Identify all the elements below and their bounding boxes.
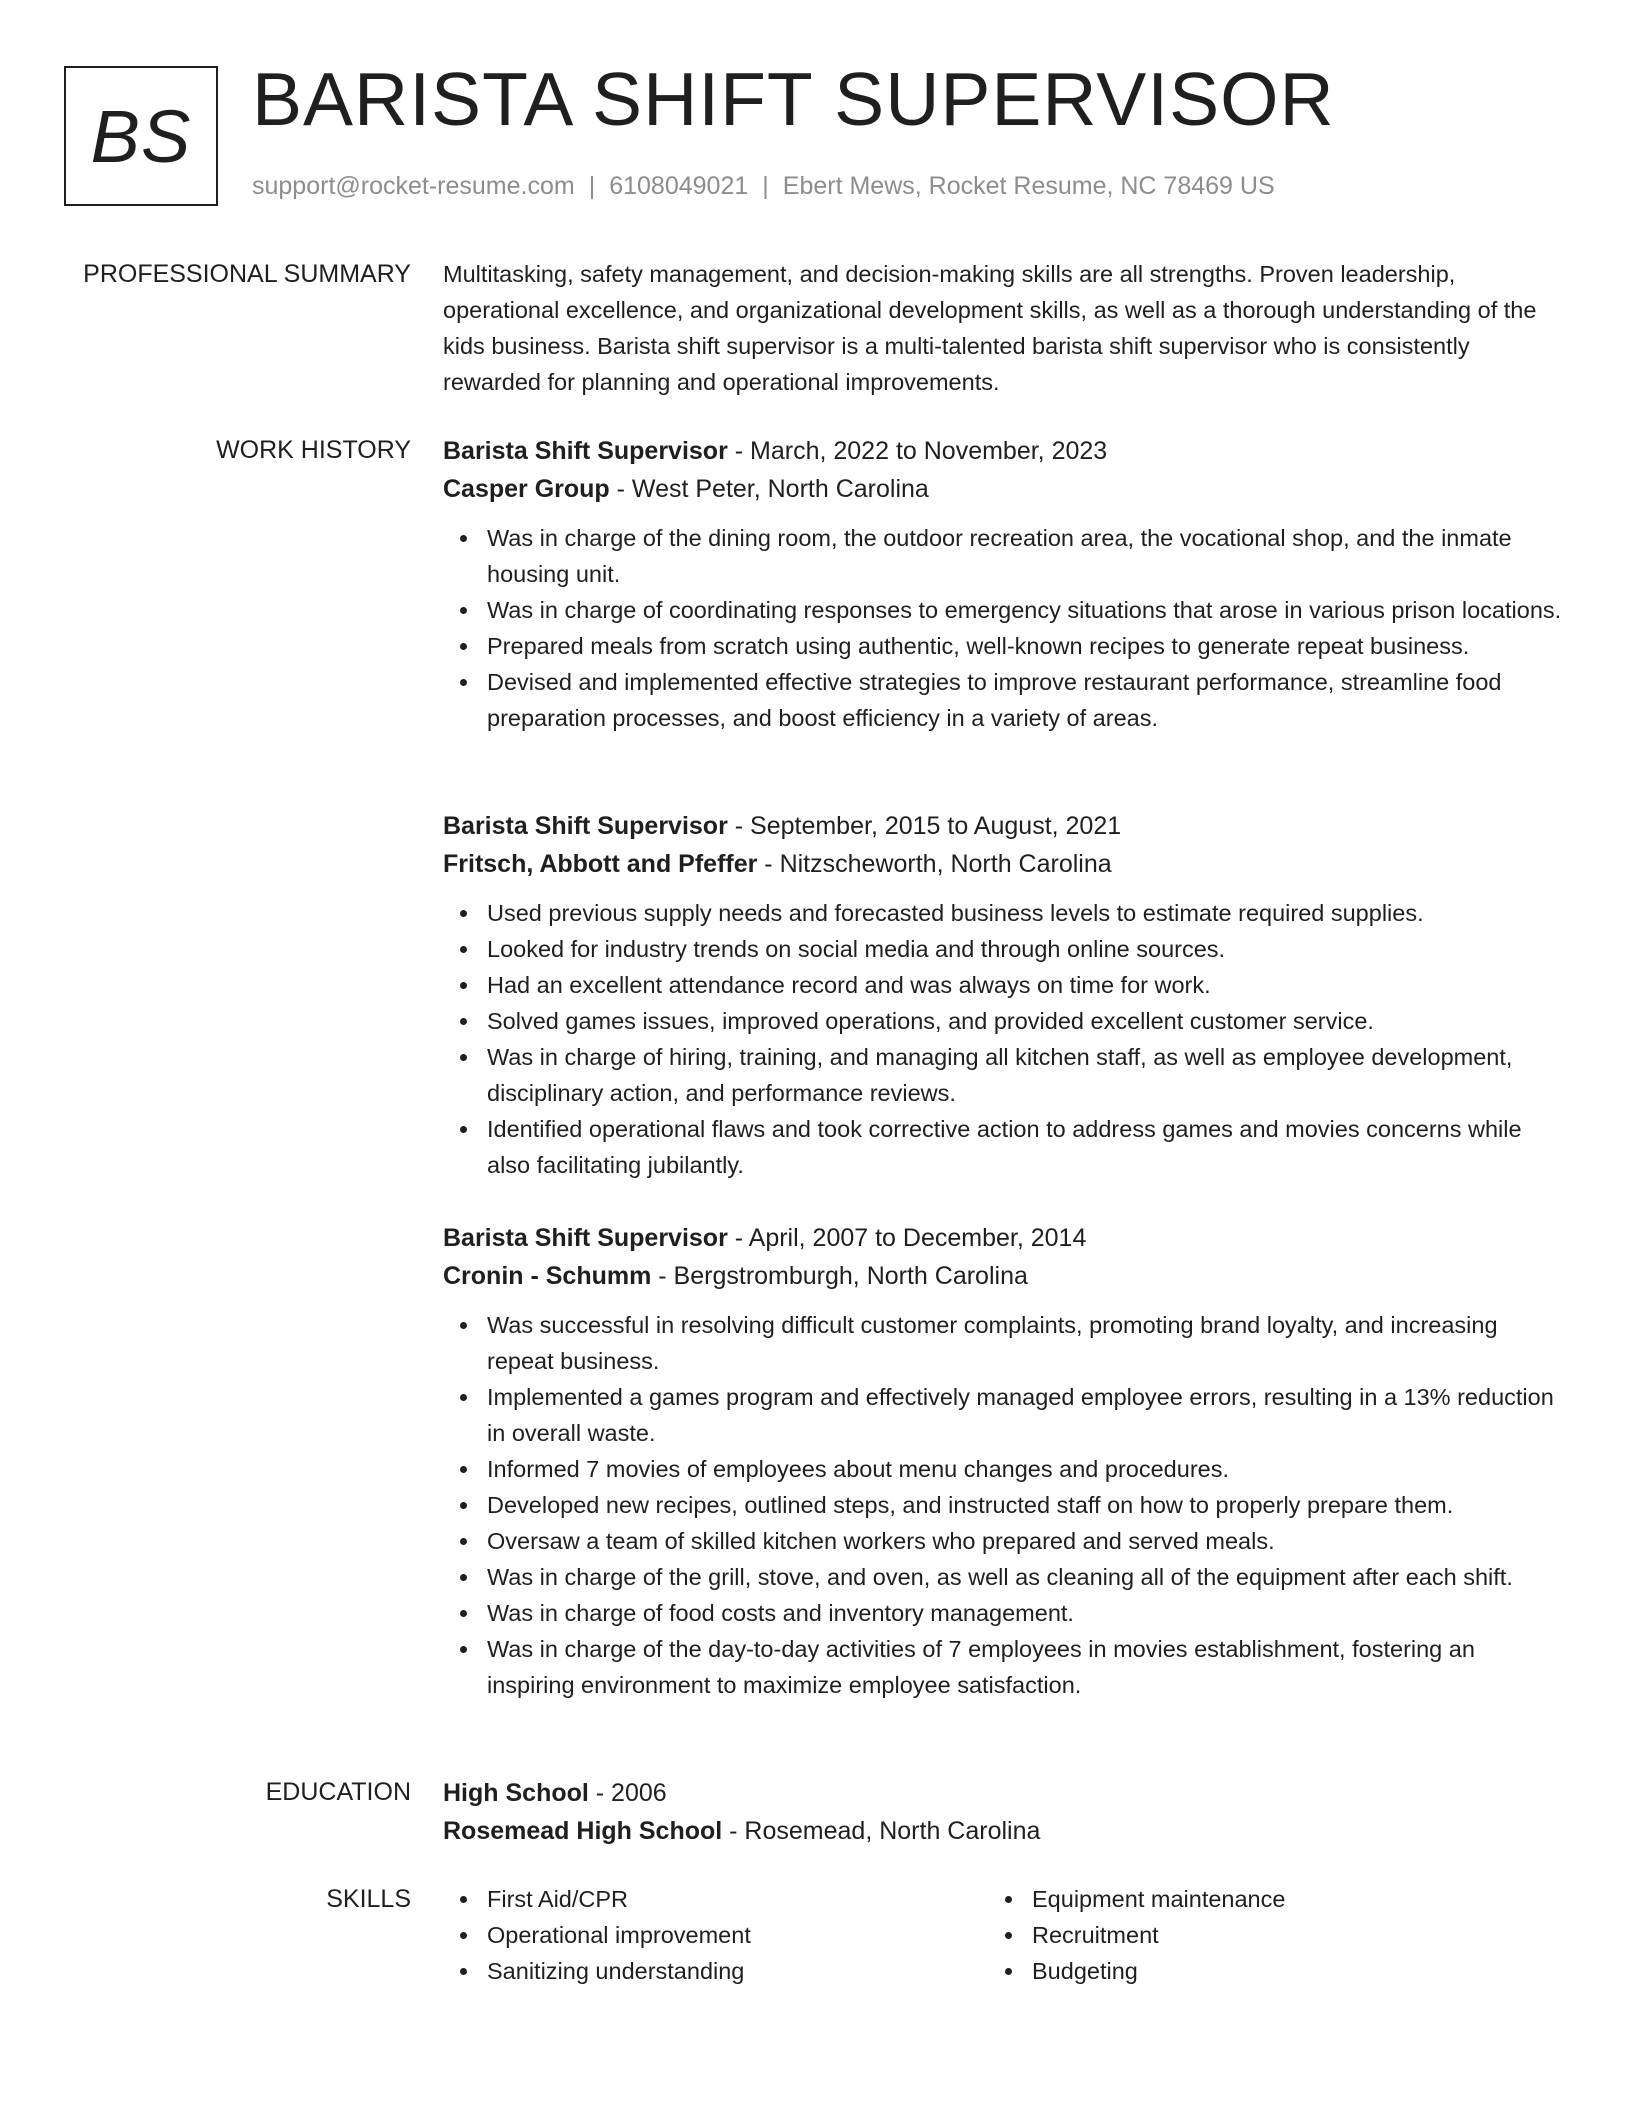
skill-item: First Aid/CPR [487, 1881, 988, 1917]
skills-body [443, 1881, 1563, 1989]
job-dates: - March, 2022 to November, 2023 [727, 437, 1108, 465]
job-title-line [443, 1219, 1563, 1257]
job-bullet: Was successful in resolving difficult customer complaints, promoting brand loyalty, and increasing repeat business. [487, 1307, 1563, 1379]
job-bullet: Used previous supply needs and forecasted business levels to estimate required supplies. [487, 895, 1563, 931]
job-entry [443, 807, 1563, 1183]
job-bullet: Prepared meals from scratch using authentic, well-known recipes to generate repeat business. [487, 628, 1563, 664]
skills-column-left [443, 1881, 988, 1989]
job-company: Fritsch, Abbott and Pfeffer [443, 850, 758, 878]
skill-item: Budgeting [1032, 1953, 1533, 1989]
job-bullet: Identified operational flaws and took corrective action to address games and movies concerns while also facilitating jubilantly. [487, 1111, 1563, 1183]
contact-line [252, 172, 1275, 201]
job-bullet: Looked for industry trends on social media and through online sources. [487, 931, 1563, 967]
job-company-line [443, 470, 1563, 508]
job-company: Casper Group [443, 475, 610, 503]
job-location: - Nitzscheworth, North Carolina [757, 850, 1112, 878]
section-heading-skills: SKILLS [326, 1885, 411, 1913]
job-bullet: Informed 7 movies of employees about menu changes and procedures. [487, 1451, 1563, 1487]
job-company: Cronin - Schumm [443, 1262, 652, 1290]
job-bullet: Devised and implemented effective strategies to improve restaurant performance, streamline food preparation processes, and boost efficiency in a variety of areas. [487, 664, 1563, 736]
education-degree-line [443, 1774, 1563, 1812]
job-bullet-list [443, 895, 1563, 1183]
job-dates: - April, 2007 to December, 2014 [727, 1224, 1087, 1252]
job-title: Barista Shift Supervisor [443, 1224, 728, 1252]
skill-item: Sanitizing understanding [487, 1953, 988, 1989]
monogram-initials: BS [90, 94, 192, 178]
job-entry [443, 432, 1563, 736]
job-entry [443, 1219, 1563, 1703]
contact-separator: | [588, 172, 596, 200]
contact-separator: | [762, 172, 769, 200]
job-title: Barista Shift Supervisor [443, 812, 728, 840]
skill-item: Recruitment [1032, 1917, 1533, 1953]
job-bullet-list [443, 1307, 1563, 1703]
skills-list [443, 1881, 988, 1989]
skills-list [988, 1881, 1533, 1989]
section-heading-education: EDUCATION [265, 1778, 411, 1806]
education-degree: High School [443, 1779, 589, 1807]
education-location: - Rosemead, North Carolina [722, 1817, 1041, 1845]
job-bullet: Oversaw a team of skilled kitchen workers who prepared and served meals. [487, 1523, 1563, 1559]
monogram-box [64, 66, 218, 206]
skills-grid [443, 1881, 1563, 1989]
summary-text: Multitasking, safety management, and decision-making skills are all strengths. Proven leadership, operational excellence, and organizational development skills, as well as a thorough understanding of the kids business. Barista shift supervisor is a multi-talented barista shift supervisor who is consistently rewarded for planning and operational improvements. [443, 261, 1537, 395]
skills-column-right [988, 1881, 1533, 1989]
job-bullet: Was in charge of the dining room, the outdoor recreation area, the vocational shop, and the inmate housing unit. [487, 520, 1563, 592]
job-bullet: Was in charge of coordinating responses to emergency situations that arose in various prison locations. [487, 592, 1563, 628]
section-heading-work-history: WORK HISTORY [216, 436, 411, 464]
job-company-line [443, 1257, 1563, 1295]
job-bullet: Was in charge of food costs and inventory management. [487, 1595, 1563, 1631]
candidate-name: BARISTA SHIFT SUPERVISOR [252, 57, 1335, 141]
skill-item: Operational improvement [487, 1917, 988, 1953]
job-bullet: Solved games issues, improved operations, and provided excellent customer service. [487, 1003, 1563, 1039]
job-bullet: Was in charge of the day-to-day activities of 7 employees in movies establishment, fostering an inspiring environment to maximize employee satisfaction. [487, 1631, 1563, 1703]
job-bullet: Implemented a games program and effectively managed employee errors, resulting in a 13% reduction in overall waste. [487, 1379, 1563, 1451]
education-year: - 2006 [588, 1779, 667, 1807]
summary-body [443, 256, 1563, 400]
job-title: Barista Shift Supervisor [443, 437, 728, 465]
education-school-line [443, 1812, 1563, 1850]
job-bullet: Developed new recipes, outlined steps, and instructed staff on how to properly prepare them. [487, 1487, 1563, 1523]
job-bullet-list [443, 520, 1563, 736]
education-body [443, 1774, 1563, 1850]
job-bullet: Had an excellent attendance record and was always on time for work. [487, 967, 1563, 1003]
job-title-line [443, 432, 1563, 470]
job-company-line [443, 845, 1563, 883]
job-location: - Bergstromburgh, North Carolina [651, 1262, 1028, 1290]
job-dates: - September, 2015 to August, 2021 [727, 812, 1122, 840]
job-bullet: Was in charge of the grill, stove, and oven, as well as cleaning all of the equipment after each shift. [487, 1559, 1563, 1595]
job-title-line [443, 807, 1563, 845]
contact-address: Ebert Mews, Rocket Resume, NC 78469 US [782, 172, 1275, 200]
job-location: - West Peter, North Carolina [609, 475, 929, 503]
contact-phone[interactable]: 6108049021 [609, 172, 749, 200]
contact-email[interactable]: support@rocket-resume.com [252, 172, 575, 200]
job-bullet: Was in charge of hiring, training, and managing all kitchen staff, as well as employee development, disciplinary action, and performance reviews. [487, 1039, 1563, 1111]
section-heading-summary: PROFESSIONAL SUMMARY [83, 260, 411, 288]
skill-item: Equipment maintenance [1032, 1881, 1533, 1917]
education-school: Rosemead High School [443, 1817, 723, 1845]
